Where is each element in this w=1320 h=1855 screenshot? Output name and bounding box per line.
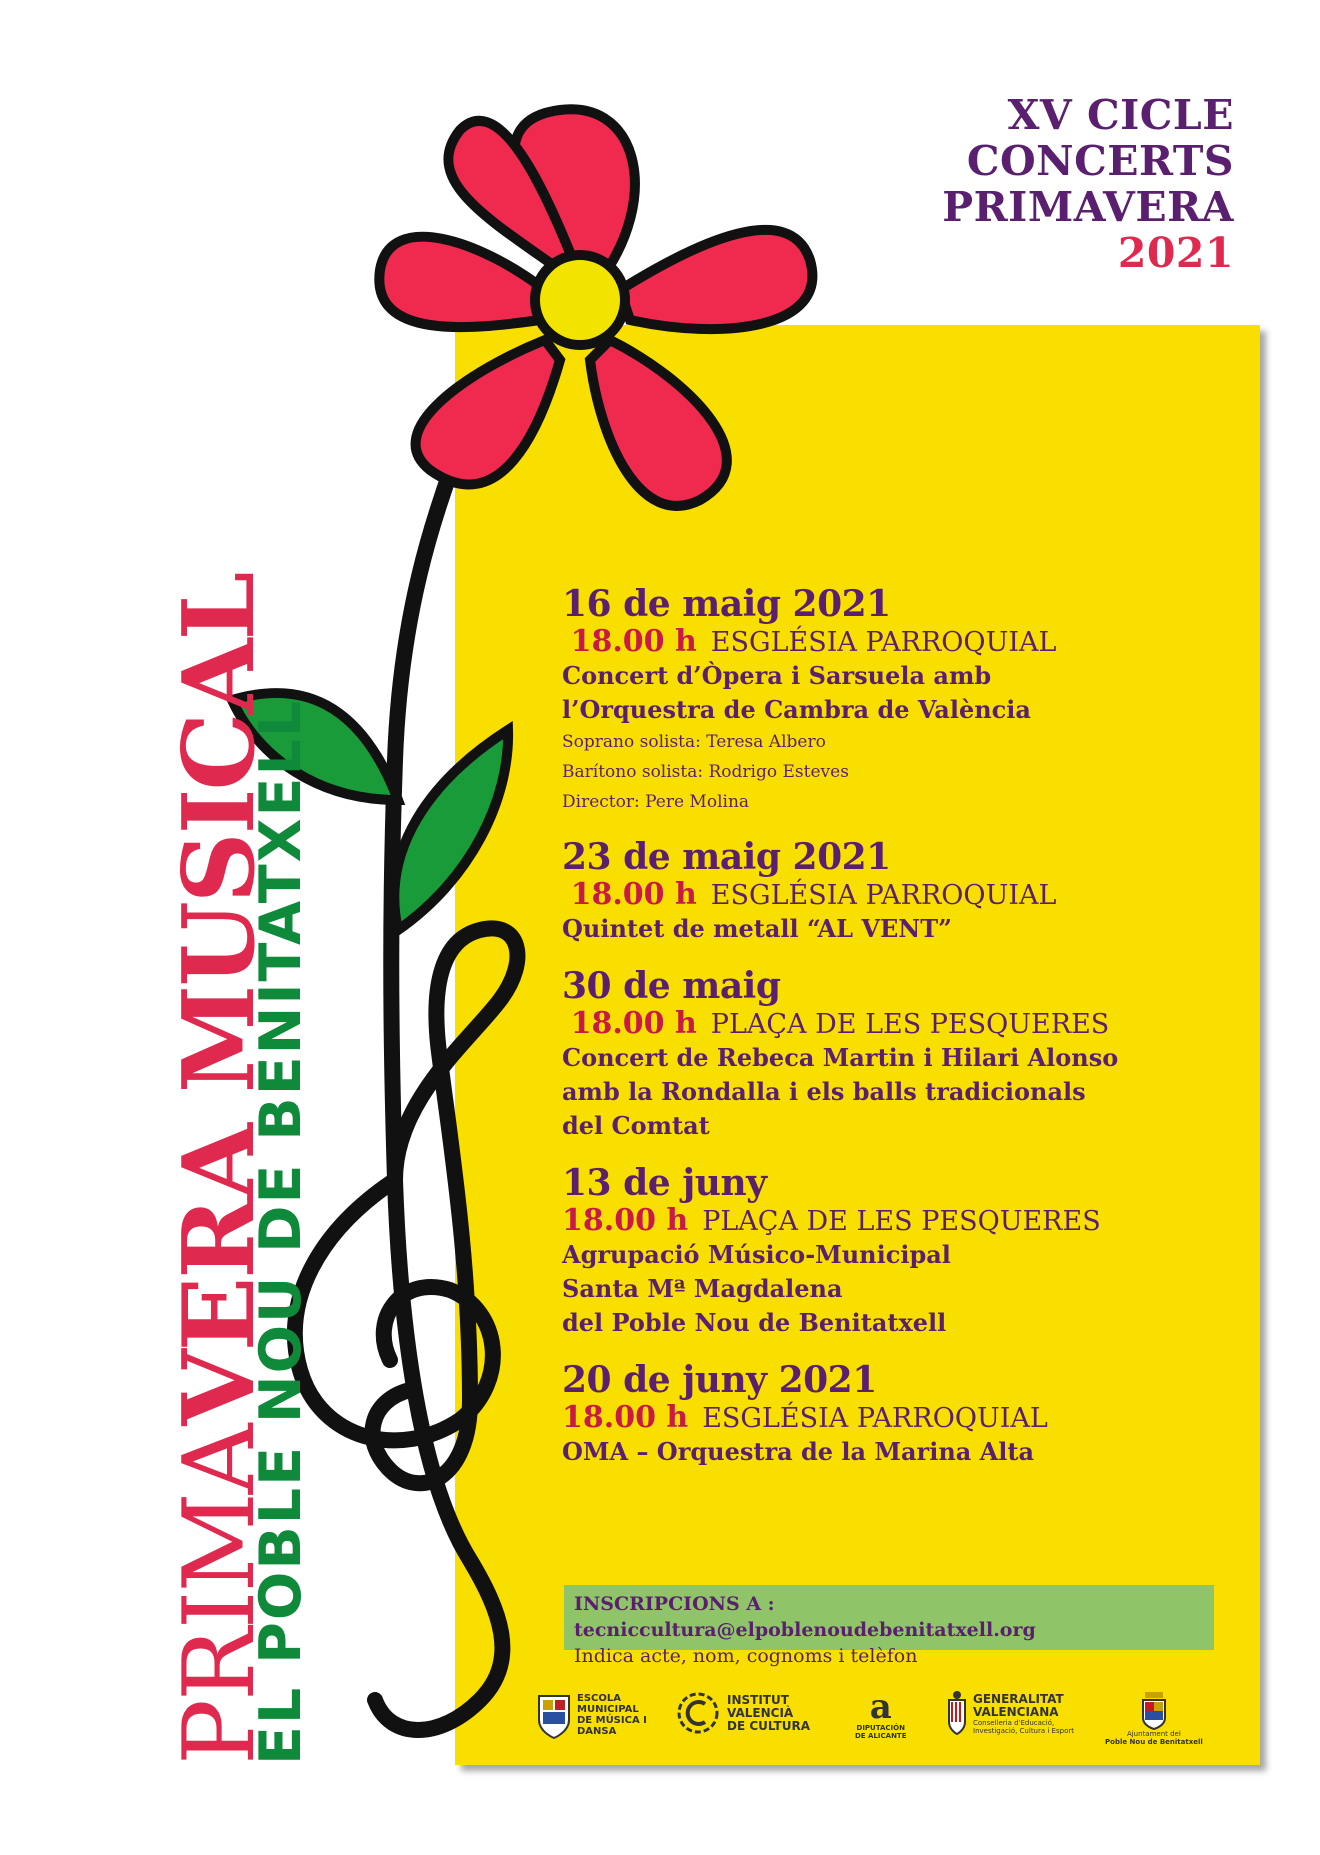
event-date: 23 de maig 2021 bbox=[562, 836, 891, 878]
event-detail: Director: Pere Molina bbox=[562, 792, 750, 812]
generalitat-line1: GENERALITAT bbox=[973, 1692, 1064, 1706]
event-description: Agrupació Músico-Municipal bbox=[562, 1240, 951, 1269]
event-description: Concert d’Òpera i Sarsuela amb bbox=[562, 661, 992, 690]
event-description: Concert de Rebeca Martin i Hilari Alonso bbox=[562, 1043, 1119, 1072]
event-description: del Comtat bbox=[562, 1111, 710, 1140]
ajuntament-crest-icon bbox=[1139, 1690, 1169, 1730]
event-time: 18.00 h bbox=[562, 1203, 689, 1238]
event-place: ESGLÉSIA PARROQUIAL bbox=[710, 627, 1057, 658]
event-item bbox=[562, 1358, 1262, 1469]
diputacion-logo bbox=[855, 1687, 907, 1740]
festival-title-part2: VERA MUSICAL bbox=[162, 573, 277, 1426]
event-time: 18.00 h bbox=[570, 1006, 697, 1041]
ivc-line3: DE CULTURA bbox=[727, 1718, 811, 1733]
diputacion-a-icon: a bbox=[869, 1687, 892, 1727]
event-place: ESGLÉSIA PARROQUIAL bbox=[702, 1403, 1048, 1434]
event-time: 18.00 h bbox=[570, 877, 697, 912]
generalitat-line4: Investigació, Cultura i Esport bbox=[973, 1727, 1074, 1735]
event-time-place bbox=[562, 1402, 1262, 1435]
event-time: 18.00 h bbox=[570, 624, 697, 659]
ajuntament-line2: Poble Nou de Benitatxell bbox=[1105, 1738, 1203, 1746]
event-date: 20 de juny 2021 bbox=[562, 1359, 877, 1401]
event-date: 13 de juny bbox=[562, 1162, 767, 1204]
registration-box bbox=[564, 1585, 1214, 1667]
cycle-title-line1: XV CICLE bbox=[1007, 91, 1234, 139]
escola-logo bbox=[535, 1690, 652, 1740]
sponsor-logos bbox=[535, 1687, 1235, 1760]
diputacion-line1: DIPUTACIÓN bbox=[856, 1724, 905, 1732]
cycle-title-line2: CONCERTS bbox=[966, 137, 1234, 185]
event-detail: Soprano solista: Teresa Albero bbox=[562, 732, 826, 752]
generalitat-line3: Conselleria d'Educació, bbox=[973, 1719, 1055, 1727]
ajuntament-logo bbox=[1105, 1690, 1203, 1746]
registration-note: Indica acte, nom, cognoms i telèfon bbox=[574, 1645, 918, 1667]
event-description: Santa Mª Magdalena bbox=[562, 1274, 843, 1303]
event-description: OMA – Orquestra de la Marina Alta bbox=[562, 1437, 1035, 1466]
registration-email[interactable]: INSCRIPCIONS A : tecniccultura@elpoblenoudebenitatxell.org bbox=[574, 1593, 1036, 1641]
event-description: del Poble Nou de Benitatxell bbox=[562, 1308, 947, 1337]
generalitat-line2: VALENCIANA bbox=[973, 1705, 1059, 1719]
event-item bbox=[562, 835, 1262, 946]
event-list bbox=[562, 582, 1262, 1487]
event-date: 16 de maig 2021 bbox=[562, 583, 891, 625]
event-place: PLAÇA DE LES PESQUERES bbox=[702, 1206, 1101, 1237]
event-place: PLAÇA DE LES PESQUERES bbox=[710, 1009, 1110, 1040]
ivc-line1: INSTITUT bbox=[727, 1692, 789, 1707]
escola-crest-icon bbox=[535, 1690, 573, 1740]
event-item bbox=[562, 1161, 1262, 1340]
ivc-logo bbox=[675, 1690, 810, 1736]
event-detail: Barítono solista: Rodrigo Esteves bbox=[562, 762, 849, 782]
event-description: l’Orquestra de Cambra de València bbox=[562, 695, 1031, 724]
cycle-year: 2021 bbox=[1117, 229, 1234, 277]
event-time-place bbox=[562, 879, 1262, 912]
event-description: Quintet de metall “AL VENT” bbox=[562, 914, 952, 943]
event-item bbox=[562, 582, 1262, 817]
event-time: 18.00 h bbox=[562, 1400, 689, 1435]
event-date: 30 de maig bbox=[562, 965, 781, 1007]
generalitat-crest-icon bbox=[945, 1690, 969, 1738]
generalitat-logo bbox=[945, 1690, 1074, 1738]
ivc-circle-icon bbox=[675, 1690, 721, 1736]
festival-title-part1: PRIMA bbox=[163, 1425, 277, 1765]
ajuntament-line1: Ajuntament del bbox=[1126, 1730, 1181, 1738]
event-place: ESGLÉSIA PARROQUIAL bbox=[710, 880, 1057, 911]
event-time-place bbox=[562, 1205, 1262, 1238]
ivc-line2: VALENCIÀ bbox=[727, 1705, 794, 1720]
event-description: amb la Rondalla i els balls tradicionals bbox=[562, 1077, 1086, 1106]
diputacion-line2: DE ALICANTE bbox=[855, 1732, 907, 1740]
cycle-title-line3: PRIMAVERA bbox=[942, 183, 1234, 231]
event-time-place bbox=[562, 626, 1262, 659]
event-time-place bbox=[562, 1008, 1262, 1041]
town-name: EL POBLE NOU DE BENITATXELL bbox=[248, 698, 314, 1765]
escola-logo-text: ESCOLA MUNICIPAL DE MÚSICA I DANSA bbox=[577, 1693, 647, 1737]
event-item bbox=[562, 964, 1262, 1143]
